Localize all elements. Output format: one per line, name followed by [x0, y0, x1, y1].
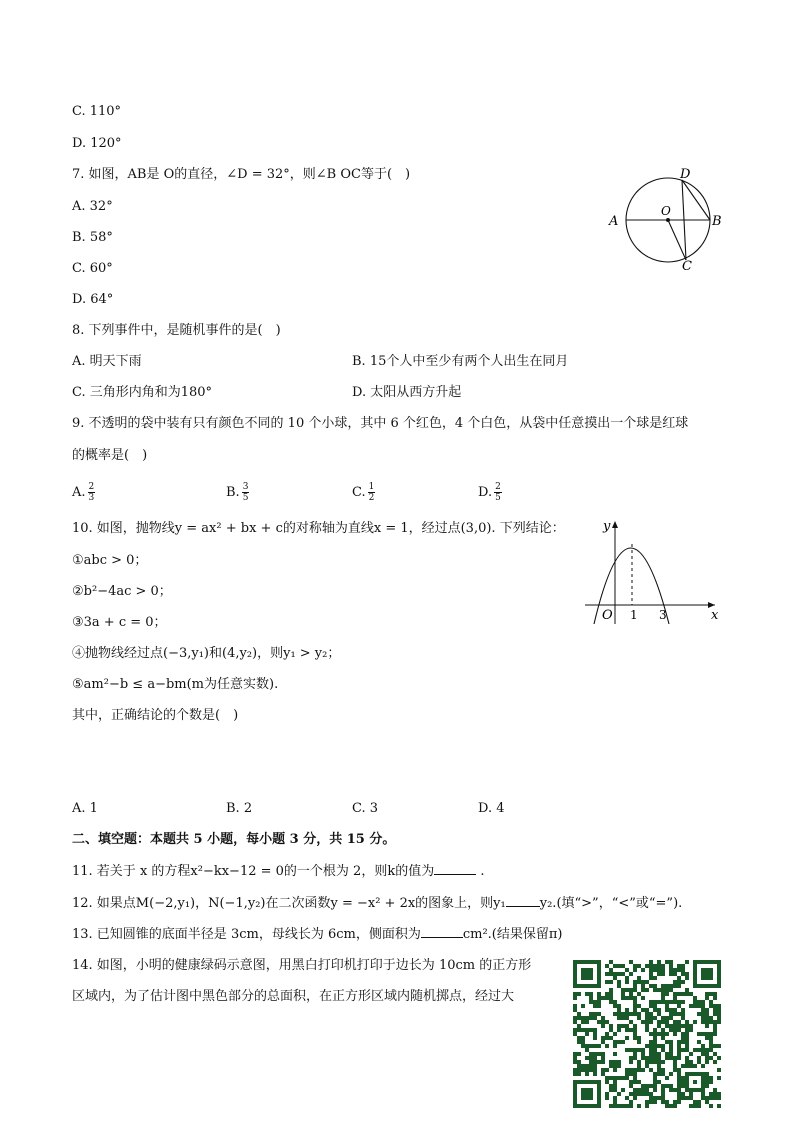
- q12-answer-blank[interactable]: [506, 894, 540, 907]
- q9-stem-line2: 的概率是( ): [72, 448, 148, 463]
- q8-stem: 8. 下列事件中，是随机事件的是( ): [72, 323, 281, 338]
- q10-item-3: ③3a + c = 0；: [72, 615, 167, 630]
- q13-text: 13. 已知圆锥的底面半径是 3cm，母线长为 6cm，侧面积为: [72, 927, 421, 942]
- q9-stem-line1: 9. 不透明的袋中装有只有颜色不同的 10 个小球，其中 6 个红色，4 个白色，从袋中任意摸出一个球是红球: [72, 416, 689, 431]
- q9-option-a-fraction: [88, 482, 96, 503]
- q6-option-c: C. 110°: [72, 104, 122, 119]
- q12-text: 12. 如果点M(−2,y₁)，N(−1,y₂)在二次函数y = −x² + 2x的图象上，则y₁: [72, 896, 506, 911]
- q9-option-d-den: 5: [495, 493, 501, 503]
- q9-option-b-fraction: [242, 482, 250, 503]
- q11-answer-blank[interactable]: [434, 862, 476, 875]
- q7-option-c: C. 60°: [72, 261, 113, 276]
- q9-option-b-den: 5: [242, 493, 249, 503]
- q10-label-o: O: [602, 608, 613, 623]
- q12: [72, 894, 682, 913]
- q7-label-b: B: [712, 214, 722, 229]
- q8-option-c: C. 三角形内角和为180°: [72, 385, 213, 400]
- q10-option-d: D. 4: [478, 801, 505, 816]
- q10-label-x: x: [711, 608, 719, 623]
- q9-option-c-label: C.: [352, 485, 366, 500]
- q9-option-c: [352, 482, 375, 503]
- q9-option-d-fraction: [494, 482, 502, 503]
- qr-code-image: [573, 960, 721, 1108]
- q10-parabola-figure: [585, 518, 725, 626]
- q13: [72, 925, 562, 944]
- q9-option-b-label: B.: [226, 485, 240, 500]
- q9-option-d-label: D.: [478, 485, 493, 500]
- q13-answer-blank[interactable]: [421, 925, 463, 938]
- q7-label-c: C: [682, 259, 692, 274]
- q7-label-o: O: [661, 204, 671, 218]
- q13-tail: cm².(结果保留π): [462, 927, 563, 942]
- q10-option-c: C. 3: [352, 801, 379, 816]
- q9-option-c-fraction: [368, 482, 376, 503]
- q7-circle-figure: [605, 165, 735, 275]
- q9-option-a-label: A.: [72, 485, 86, 500]
- q14-line-1: 14. 如图，小明的健康绿码示意图，用黑白打印机打印于边长为 10cm 的正方形: [72, 958, 532, 973]
- section-2-heading: 二、填空题：本题共 5 小题，每小题 3 分，共 15 分。: [72, 832, 396, 847]
- q10-label-1: 1: [630, 608, 638, 622]
- q8-option-d: D. 太阳从西方升起: [352, 385, 462, 400]
- q6-option-d: D. 120°: [72, 136, 122, 151]
- q10-stem: 10. 如图，抛物线y = ax² + bx + c的对称轴为直线x = 1，经过点(3,0). 下列结论：: [72, 521, 565, 536]
- q7-stem: 7. 如图，AB是 O的直径，∠D = 32°，则∠B OC等于( ): [72, 167, 411, 182]
- q12-tail: y₂.(填“>”，“<”或“=”).: [539, 896, 683, 911]
- q10-item-5: ⑤am²−b ≤ a−bm(m为任意实数).: [72, 677, 279, 692]
- q11-tail: .: [476, 864, 485, 879]
- q10-label-y: y: [603, 519, 611, 534]
- q9-option-c-num: 1: [368, 482, 375, 492]
- q10-item-1: ①abc > 0；: [72, 553, 148, 568]
- q10-item-4: ④抛物线经过点(−3,y₁)和(4,y₂)，则y₁ > y₂；: [72, 646, 341, 661]
- q10-label-3: 3: [659, 608, 667, 622]
- q9-option-b: [226, 482, 249, 503]
- q9-option-d-num: 2: [495, 482, 501, 492]
- q9-option-a-den: 3: [88, 493, 95, 503]
- q9-option-b-num: 3: [242, 482, 249, 492]
- q9-option-a-num: 2: [88, 482, 95, 492]
- q7-option-a: A. 32°: [72, 199, 113, 214]
- q9-option-d: [478, 482, 502, 503]
- q10-option-a: A. 1: [72, 801, 98, 816]
- q7-option-b: B. 58°: [72, 230, 113, 245]
- q9-option-a: [72, 482, 95, 503]
- q7-label-d: D: [680, 167, 691, 182]
- q8-option-b: B. 15个人中至少有两个人出生在同月: [352, 354, 569, 369]
- q11-text: 11. 若关于 x 的方程x²−kx−12 = 0的一个根为 2，则k的值为: [72, 864, 435, 879]
- q14-line-2: 区域内，为了估计图中黑色部分的总面积，在正方形区域内随机掷点，经过大: [72, 989, 515, 1004]
- q7-option-d: D. 64°: [72, 292, 114, 307]
- q9-option-c-den: 2: [368, 493, 375, 503]
- q10-item-2: ②b²−4ac > 0；: [72, 584, 172, 599]
- q11: [72, 862, 484, 881]
- q10-ask: 其中，正确结论的个数是( ): [72, 708, 239, 723]
- q8-option-a: A. 明天下雨: [72, 354, 142, 369]
- q7-label-a: A: [609, 214, 619, 229]
- q10-option-b: B. 2: [226, 801, 253, 816]
